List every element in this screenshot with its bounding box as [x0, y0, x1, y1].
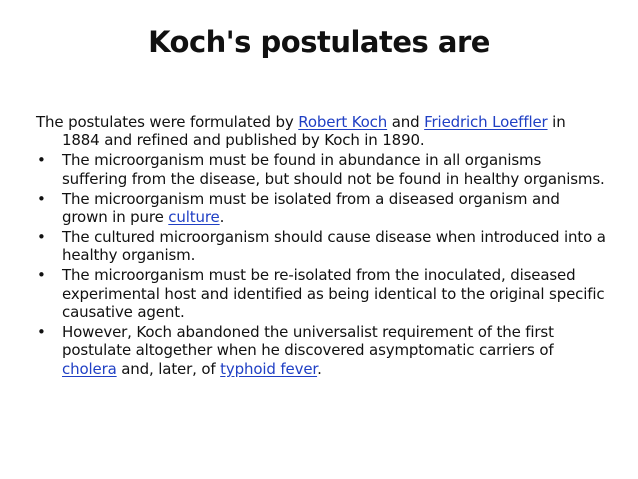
bullet-text-prefix: The microorganism must be isolated from a diseased organism and grown in pure: [62, 189, 560, 227]
intro-prefix: The postulates were formulated by: [36, 113, 299, 131]
bullet-icon: •: [37, 266, 46, 285]
bullet-item: [36, 190, 606, 227]
intro-paragraph: [36, 113, 606, 150]
typhoid-fever-link[interactable]: typhoid fever: [220, 359, 318, 378]
bullet-text-middle: and, later, of: [116, 359, 221, 378]
bullet-text-prefix: However, Koch abandoned the universalist requirement of the first postulate altogether when he discovered asymptomatic carriers of: [62, 322, 554, 360]
slide-body: [36, 113, 606, 380]
slide-title: Koch's postulates are: [148, 25, 490, 59]
bullet-item: [36, 228, 606, 265]
bullet-icon: •: [37, 322, 46, 341]
culture-link[interactable]: culture: [168, 208, 220, 227]
bullet-icon: •: [37, 227, 46, 246]
bullet-item: [36, 266, 606, 321]
bullet-text: The microorganism must be re-isolated from the inoculated, diseased experimental host and identified as being identical to the original specific causative agent.: [62, 266, 605, 322]
robert-koch-link[interactable]: Robert Koch: [298, 113, 388, 131]
bullet-item: [36, 323, 606, 378]
bullet-icon: •: [37, 189, 46, 208]
friedrich-loeffler-link[interactable]: Friedrich Loeffler: [424, 113, 548, 131]
bullet-text-suffix: .: [219, 208, 225, 227]
bullet-text: The microorganism must be found in abundance in all organisms suffering from the disease, but should not be found in healthy organisms.: [62, 151, 605, 188]
intro-suffix: in 1884 and refined and published by Koch in 1890.: [62, 113, 566, 150]
bullet-text: The cultured microorganism should cause disease when introduced into a healthy organism.: [62, 227, 606, 265]
bullet-icon: •: [37, 151, 46, 170]
cholera-link[interactable]: cholera: [62, 359, 117, 378]
bullet-text-suffix: .: [317, 359, 322, 378]
intro-middle: and: [387, 113, 425, 131]
bullet-item: [36, 151, 606, 188]
